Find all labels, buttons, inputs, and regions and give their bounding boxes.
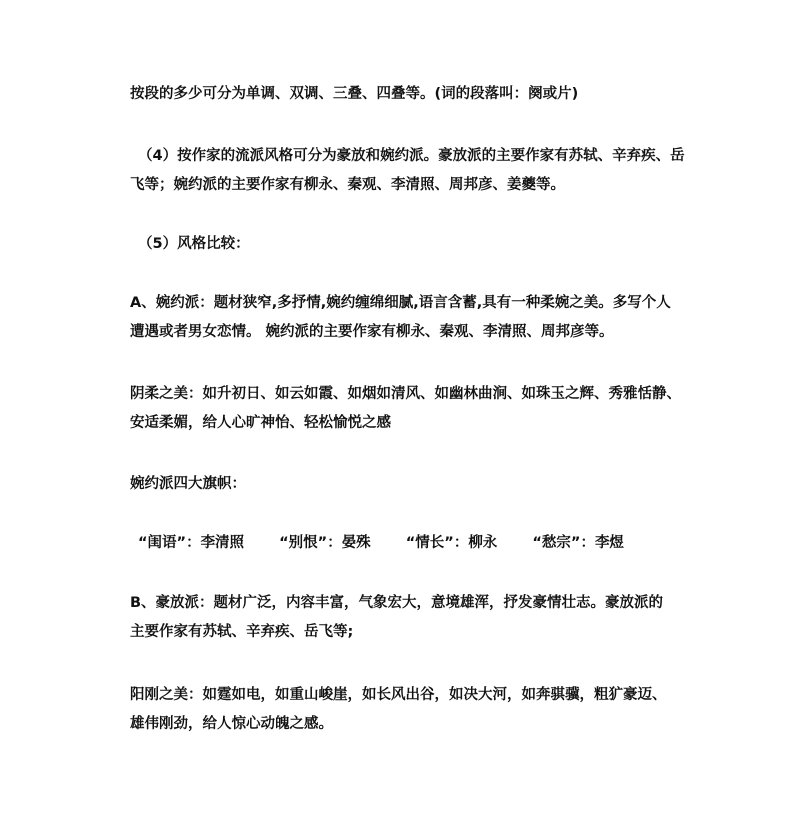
banner-item — [138, 531, 244, 552]
paragraph-stanza-division — [130, 80, 706, 109]
banner-term: “情长” — [405, 535, 454, 551]
text-line: （4）按作家的流派风格可分为豪放和婉约派。豪放派的主要作家有苏轼、辛弃疾、岳 — [138, 148, 685, 164]
text-line: 飞等；婉约派的主要作家有柳永、秦观、李清照、周邦彦、姜夔等。 — [130, 177, 565, 193]
four-banners-list — [138, 531, 654, 552]
banner-author: 李煜 — [594, 535, 624, 551]
banner-term: “别恨” — [279, 535, 328, 551]
text-line: 按段的多少可分为单调、双调、三叠、四叠等。(词的段落叫：阕或片) — [130, 86, 579, 102]
paragraph-wanyue-school — [130, 289, 706, 347]
text-line: 主要作家有苏轼、辛弃疾、岳飞等; — [130, 624, 354, 640]
banner-separator: ： — [453, 535, 469, 551]
banner-term: “愁宗” — [532, 535, 581, 551]
text-line: B、豪放派：题材广泛，内容丰富，气象宏大，意境雄浑，抒发豪情壮志。豪放派的 — [130, 595, 664, 611]
paragraph-feminine-beauty — [130, 380, 706, 438]
banner-term: “闺语” — [138, 535, 187, 551]
banner-separator: ： — [186, 535, 201, 551]
banner-author: 李清照 — [200, 535, 245, 551]
text-line: 婉约派四大旗帜： — [130, 476, 246, 492]
text-line: A、婉约派：题材狭窄,多抒情,婉约缠绵细腻,语言含蓄,具有一种柔婉之美。多写个人 — [130, 295, 671, 311]
banner-item — [406, 531, 498, 552]
text-line: 阳刚之美：如霆如电，如重山峻崖，如长风出谷，如决大河，如奔骐骥，粗犷豪迈、 — [130, 687, 667, 703]
text-line: （5）风格比较： — [138, 236, 250, 252]
banner-author: 晏殊 — [341, 535, 371, 551]
paragraph-four-banners-heading — [130, 470, 706, 499]
banner-item — [532, 531, 624, 552]
banner-item — [279, 531, 371, 552]
banner-separator: ： — [580, 535, 595, 551]
text-line: 遭遇或者男女恋情。 婉约派的主要作家有柳永、秦观、李清照、周邦彦等。 — [130, 324, 614, 340]
text-line: 雄伟刚劲，给人惊心动魄之感。 — [130, 716, 333, 732]
text-line: 阴柔之美：如升初日、如云如霞、如烟如清风、如幽林曲涧、如珠玉之辉、秀雅恬静、 — [130, 386, 681, 402]
paragraph-school-classification — [130, 142, 714, 200]
paragraph-haofang-school — [130, 589, 706, 647]
banner-author: 柳永 — [468, 535, 498, 551]
paragraph-masculine-beauty — [130, 681, 706, 739]
paragraph-style-comparison-heading — [130, 230, 714, 259]
banner-separator: ： — [327, 535, 342, 551]
text-line: 安适柔媚，给人心旷神怡、轻松愉悦之感 — [130, 415, 391, 431]
